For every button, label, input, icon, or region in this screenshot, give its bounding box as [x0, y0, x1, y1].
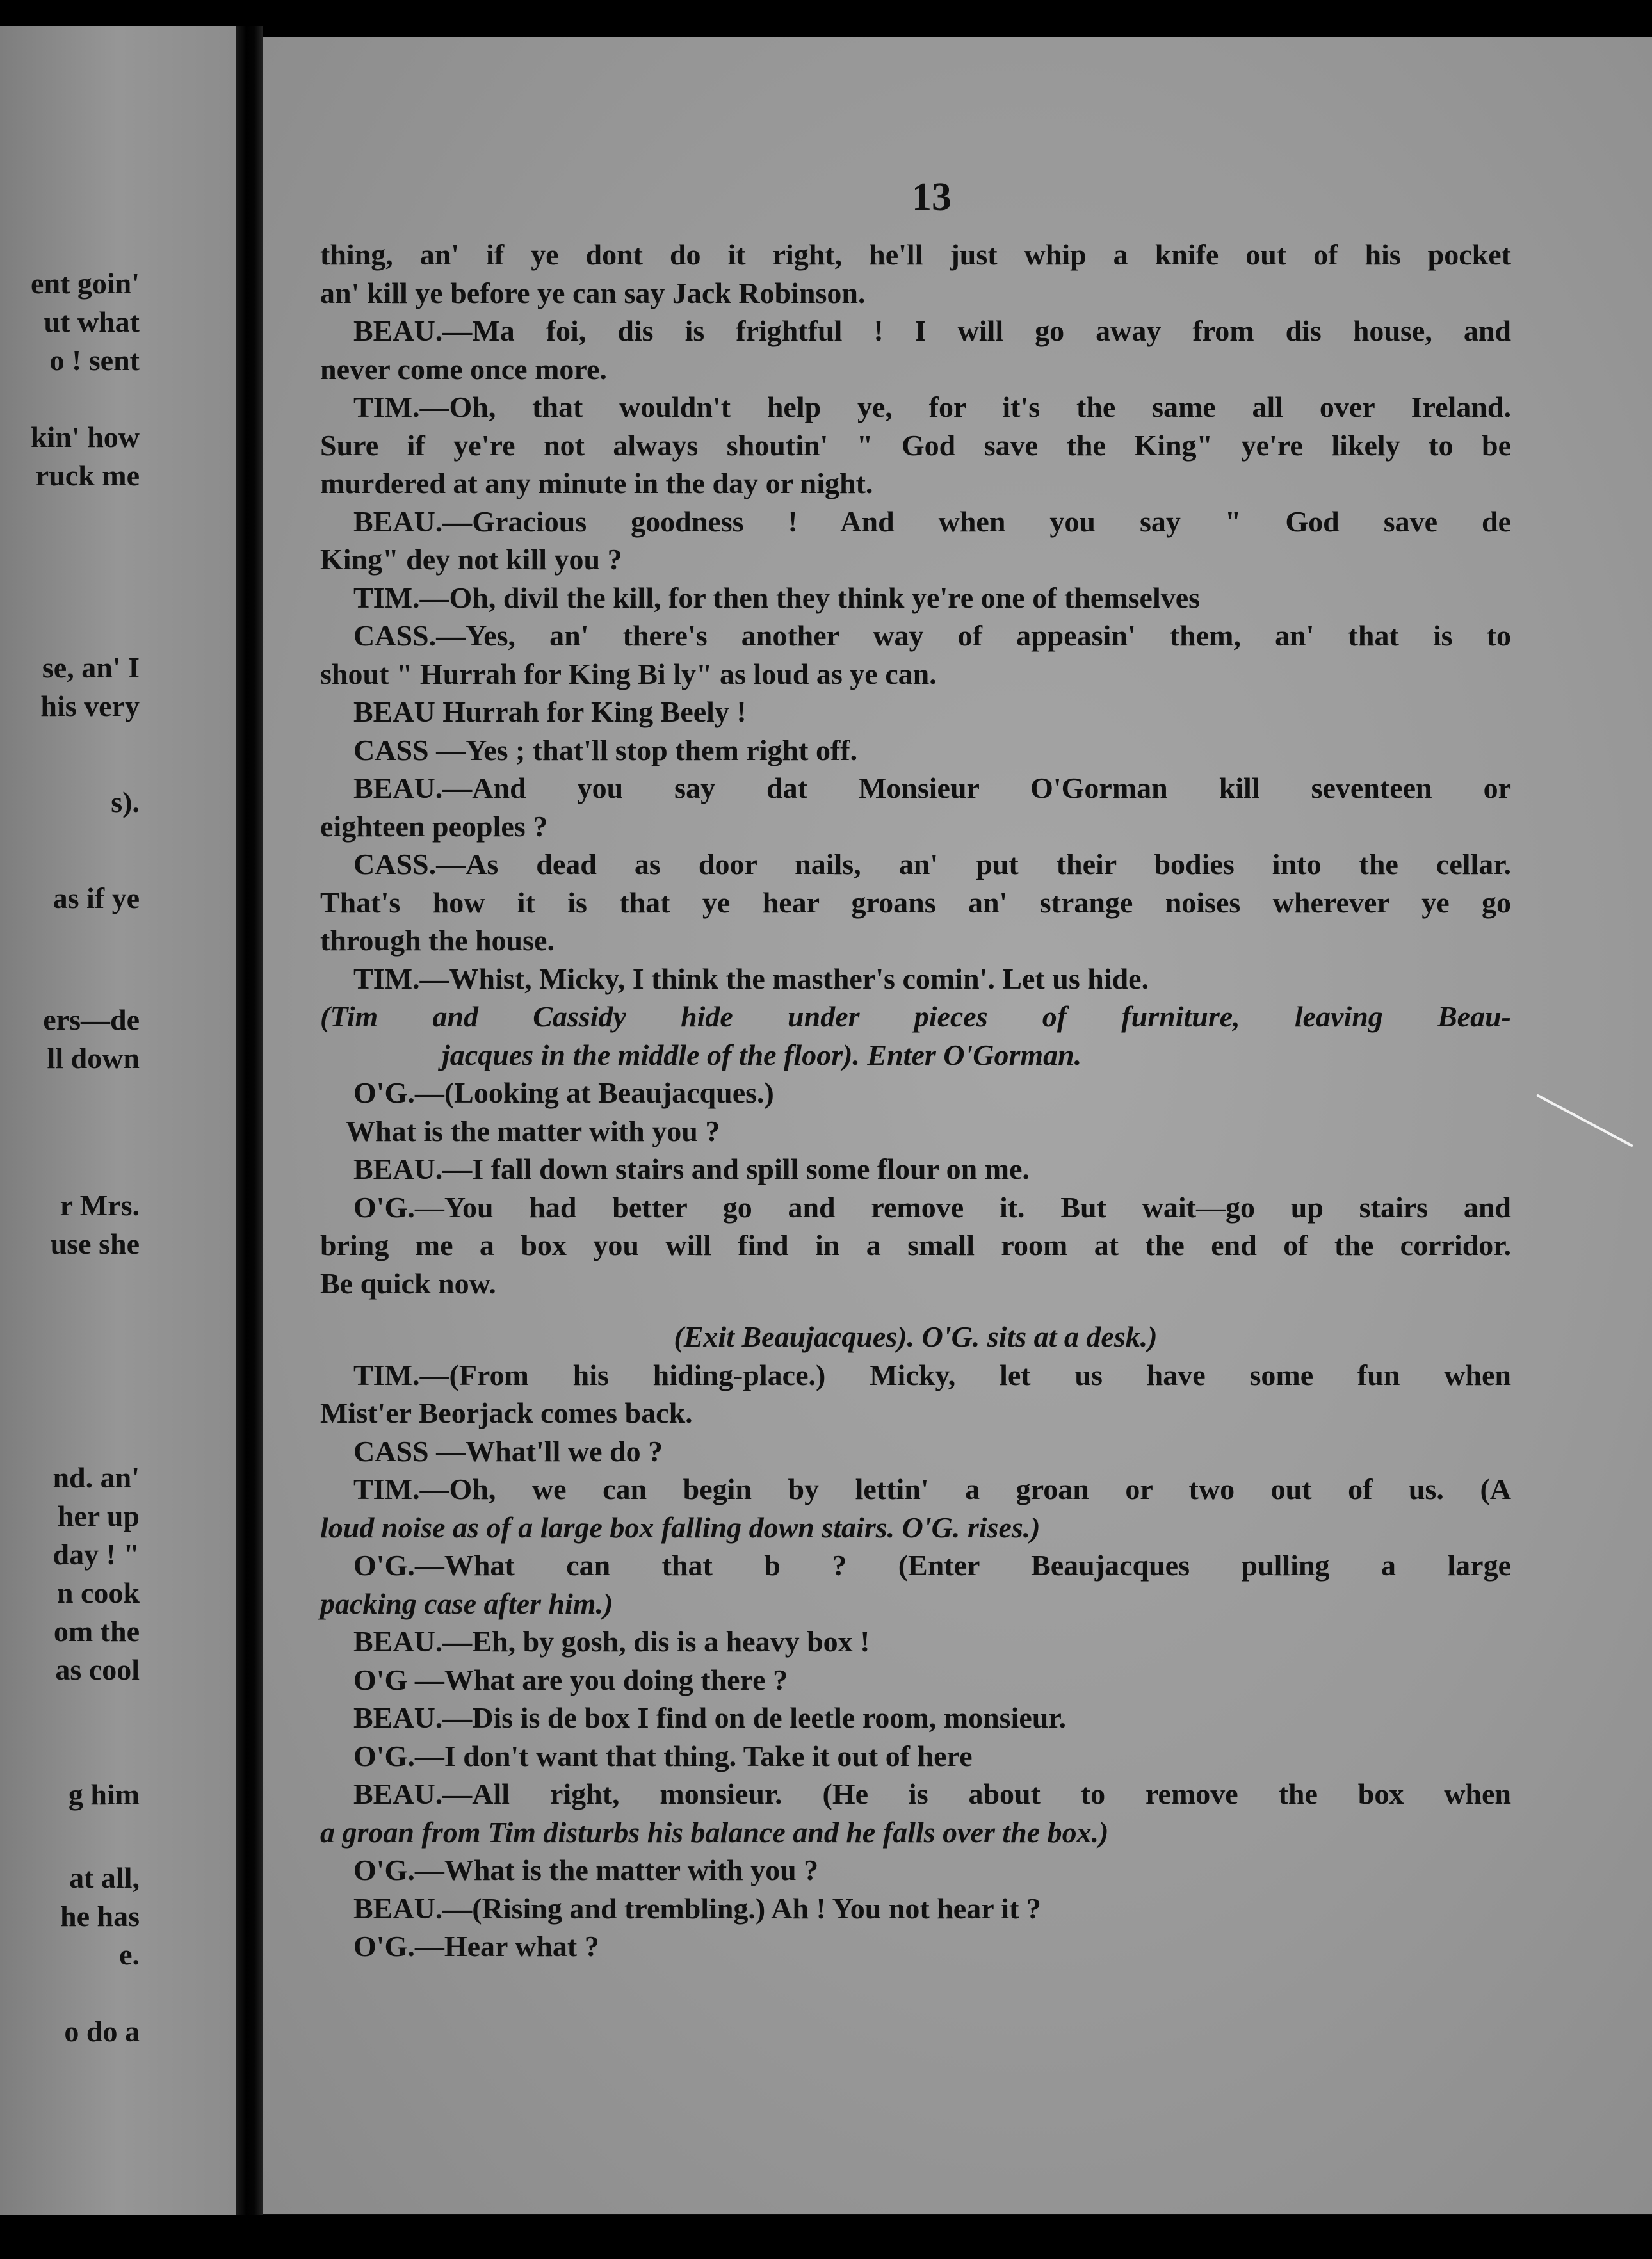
text-line: bring me a box you will find in a small room at the end of the corridor.	[320, 1229, 1511, 1261]
left-page-fragment: he has	[60, 1900, 140, 1932]
left-page-fragment: n cook	[56, 1576, 140, 1609]
text-line: O'G.—Hear what ?	[353, 1930, 599, 1963]
left-page-fragment: ers—de	[43, 1003, 140, 1036]
text-line: TIM.—(From his hiding-place.) Micky, let us have some fun when	[353, 1358, 1511, 1391]
text-line: BEAU.—Ma foi, dis is frightful ! I will go away from dis house, and	[353, 314, 1511, 347]
left-page-fragment: s).	[111, 786, 140, 818]
text-line: O'G.—What can that b ? (Enter Beaujacques pulling a large	[353, 1549, 1511, 1582]
left-page-fragment: ut what	[44, 305, 140, 338]
text-line: TIM.—Oh, that wouldn't help ye, for it's the same all over Ireland.	[353, 391, 1511, 423]
text-line: BEAU Hurrah for King Beely !	[353, 695, 747, 728]
text-line: thing, an' if ye dont do it right, he'll just whip a knife out of his pocket	[320, 238, 1511, 271]
book-gutter	[236, 26, 263, 2215]
text-line: O'G.—I don't want that thing. Take it out of here	[353, 1739, 973, 1772]
left-page-edge	[0, 26, 236, 2215]
text-line: Mist'er Beorjack comes back.	[320, 1397, 693, 1429]
text-line: BEAU.—And you say dat Monsieur O'Gorman kill seventeen or	[353, 772, 1511, 804]
text-line: O'G.—(Looking at Beaujacques.)	[353, 1076, 774, 1109]
left-page-fragment: as cool	[55, 1653, 140, 1686]
stage-direction: (Tim and Cassidy hide under pieces of furniture, leaving Beau-	[320, 1000, 1511, 1033]
left-page-fragment: o do a	[64, 2015, 140, 2048]
stage-direction: a groan from Tim disturbs his balance and he falls over the box.)	[320, 1815, 1109, 1849]
stage-direction: packing case after him.)	[320, 1587, 613, 1620]
stage-direction: (Exit Beaujacques). O'G. sits at a desk.)	[674, 1320, 1158, 1353]
page	[263, 37, 1652, 2214]
left-page-fragment: at all,	[69, 1861, 140, 1894]
text-line: eighteen peoples ?	[320, 809, 548, 843]
scan-scratch-mark	[1536, 1094, 1633, 1147]
left-page-fragment: his very	[40, 690, 140, 722]
text-line: Be quick now.	[320, 1267, 496, 1300]
left-page-fragment: o ! sent	[49, 344, 140, 376]
left-page-fragment: ruck me	[35, 459, 140, 492]
text-line: TIM.—Oh, divil the kill, for then they think ye're one of themselves	[353, 581, 1201, 614]
left-page-fragment: ll down	[47, 1042, 140, 1074]
text-line: King" dey not kill you ?	[320, 543, 622, 576]
left-page-fragment: ent goin'	[31, 267, 140, 300]
left-page-fragment: day ! "	[53, 1538, 140, 1571]
text-line: BEAU.—(Rising and trembling.) Ah ! You not hear it ?	[353, 1891, 1041, 1925]
text-line: TIM.—Oh, we can begin by lettin' a groan or two out of us. (A	[353, 1473, 1511, 1505]
page-number: 13	[912, 175, 952, 219]
left-page-fragment: e.	[119, 1938, 140, 1971]
text-line: O'G.—What is the matter with you ?	[353, 1854, 819, 1886]
scan-border-bottom	[0, 2215, 1652, 2259]
stage-direction: loud noise as of a large box falling down stairs. O'G. rises.)	[320, 1510, 1041, 1544]
text-line: Sure if ye're not always shoutin' " God save the King" ye're likely to be	[320, 428, 1511, 462]
left-page-fragment: om the	[53, 1615, 140, 1648]
text-line: murdered at any minute in the day or night.	[320, 467, 873, 499]
text-line: O'G —What are you doing there ?	[353, 1663, 788, 1696]
left-page-fragment: r Mrs.	[60, 1189, 140, 1222]
left-page-fragment: nd. an'	[53, 1461, 140, 1494]
left-page-fragment: use she	[50, 1227, 140, 1260]
text-line: CASS.—As dead as door nails, an' put their bodies into the cellar.	[353, 848, 1511, 880]
text-line: through the house.	[320, 924, 555, 957]
text-line: CASS —What'll we do ?	[353, 1434, 663, 1468]
text-line: That's how it is that ye hear groans an' strange noises wherever ye go	[320, 886, 1511, 919]
stage-direction: jacques in the middle of the floor). Enter O'Gorman.	[442, 1038, 1082, 1071]
text-line: BEAU.—I fall down stairs and spill some flour on me.	[353, 1153, 1030, 1185]
text-line: CASS.—Yes, an' there's another way of appeasin' them, an' that is to	[353, 619, 1511, 652]
left-page-fragment: her up	[57, 1500, 140, 1532]
text-line: CASS —Yes ; that'll stop them right off.	[353, 733, 858, 766]
text-line: TIM.—Whist, Micky, I think the masther's comin'. Let us hide.	[353, 962, 1149, 995]
text-line: BEAU.—All right, monsieur. (He is about to remove the box when	[353, 1777, 1511, 1810]
left-page-fragment: g him	[68, 1778, 140, 1811]
left-page-fragment: kin' how	[30, 421, 140, 453]
text-line: BEAU.—Gracious goodness ! And when you say " God save de	[353, 505, 1511, 538]
text-line: BEAU.—Eh, by gosh, dis is a heavy box !	[353, 1625, 870, 1658]
text-line: O'G.—You had better go and remove it. But wait—go up stairs and	[353, 1190, 1511, 1224]
text-line: shout " Hurrah for King Bi ly" as loud as ye can.	[320, 657, 937, 690]
left-page-fragment: se, an' I	[42, 651, 140, 684]
page-text	[320, 236, 1511, 1966]
text-line: BEAU.—Dis is de box I find on de leetle room, monsieur.	[353, 1701, 1067, 1734]
left-page-fragment: as if ye	[53, 882, 140, 914]
text-line: never come once more.	[320, 352, 607, 385]
text-line: an' kill ye before ye can say Jack Robinson.	[320, 276, 866, 309]
text-line: What is the matter with you ?	[346, 1114, 720, 1147]
